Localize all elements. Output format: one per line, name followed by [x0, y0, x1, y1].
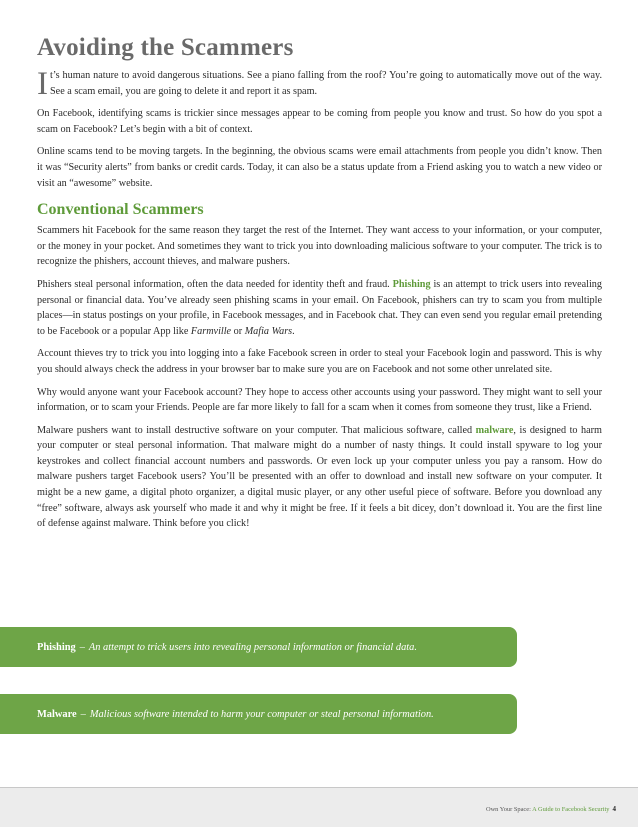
section-paragraph-3: Account thieves try to trick you into logging into a fake Facebook screen in order to steal your Facebook login and password. This is why you should always check the address in your browser bar to make sure you are on Facebook and not some other unrelated site.: [37, 348, 602, 375]
p2-end: .: [292, 325, 295, 337]
definition-term: Phishing: [37, 641, 76, 653]
definition-text: An attempt to trick users into revealing personal information or financial data.: [88, 641, 417, 653]
footer-brand: Own Your Space:: [485, 806, 533, 813]
intro-text-1: t’s human nature to avoid dangerous situations. See a piano falling from the roof? You’re going to automatically move out of the way. See a scam email, you are going to delete it and report it as spam.: [50, 70, 602, 97]
phishing-term: Phishing: [392, 278, 431, 290]
app-mafia-wars: Mafia Wars: [244, 325, 293, 337]
main-content: [37, 34, 602, 539]
page-number: 4: [612, 805, 616, 813]
section-heading: Conventional Scammers: [37, 201, 204, 219]
definition-term: Malware: [37, 708, 77, 720]
p5-text-b: , is designed to harm your computer or steal personal information. That malware might do a number of nasty things. It could install spyware to log your keystrokes and collect financial account numbers and passwords. Or even lock up your computer unless you pay a ransom. How do malware pushers target Facebook users? You’ll be presented with an offer to download and install new software on your computer. It might be a new game, a digital photo organizer, a digital music player, or any other useful piece of software. Before you download any “free” software, always ask yourself who made it and why it might be free. If it feels a bit dicey, don’t download it. You are the first line of defense against malware. Think before you click!: [37, 424, 602, 530]
p2-or: or: [231, 325, 245, 337]
definition-text: Malicious software intended to harm your computer or steal personal information.: [89, 708, 434, 720]
section-paragraph-5: [37, 423, 602, 532]
app-farmville: Farmville: [190, 325, 232, 337]
intro-paragraph-2: On Facebook, identifying scams is trickier since messages appear to be coming from people you know and trust. So how do you spot a scam on Facebook? Let’s begin with a bit of context.: [37, 108, 602, 135]
malware-term: malware: [475, 424, 514, 436]
p2-text-a: Phishers steal personal information, often the data needed for identity theft and fraud.: [37, 278, 393, 290]
intro-paragraph-3: Online scams tend to be moving targets. In the beginning, the obvious scams were email attachments from people you didn’t know. Then it was “Security alerts” from banks or credit cards. Today, it can also be a status update from a Friend asking you to watch a new video or visit an “awesome” website.: [37, 146, 602, 189]
section-paragraph-4: Why would anyone want your Facebook account? They hope to access other accounts using your password. They might want to sell your information, or to scam your Friends. People are far more likely to fall for a scam when it comes from someone they trust, like a Friend.: [37, 386, 602, 414]
page-title: Avoiding the Scammers: [37, 34, 294, 61]
p2-text-b: is an attempt to trick users into revealing personal or financial data. You’ve already seen phishing scams in your email. On Facebook, phishers can try to scam you from multiple places—in status postings on your profile, in Facebook messages, and in Facebook chat. They can even send you regular email pretending to be Facebook or a popular App like: [37, 278, 602, 337]
definition-bar-phishing: [0, 627, 517, 667]
definition-dash: –: [80, 708, 86, 720]
section-paragraph-2: [37, 277, 602, 339]
definition-dash: –: [79, 641, 85, 653]
p5-text-a: Malware pushers want to install destructive software on your computer. That malicious software, called: [37, 424, 476, 436]
footer-subtitle: A Guide to Facebook Security: [532, 806, 610, 813]
section-paragraph-1: Scammers hit Facebook for the same reason they target the rest of the Internet. They want access to your information, or your computer, or the money in your pocket. And sometimes they want to trick you into downloading malicious software to your computer. The trick is to recognize the phishers, account thieves, and malware pushers.: [37, 225, 602, 268]
page-footer: [0, 787, 638, 827]
definition-bar-malware: [0, 694, 517, 734]
footer-text: [486, 805, 616, 813]
drop-cap: I: [37, 66, 48, 102]
intro-paragraph-1: [37, 66, 602, 102]
